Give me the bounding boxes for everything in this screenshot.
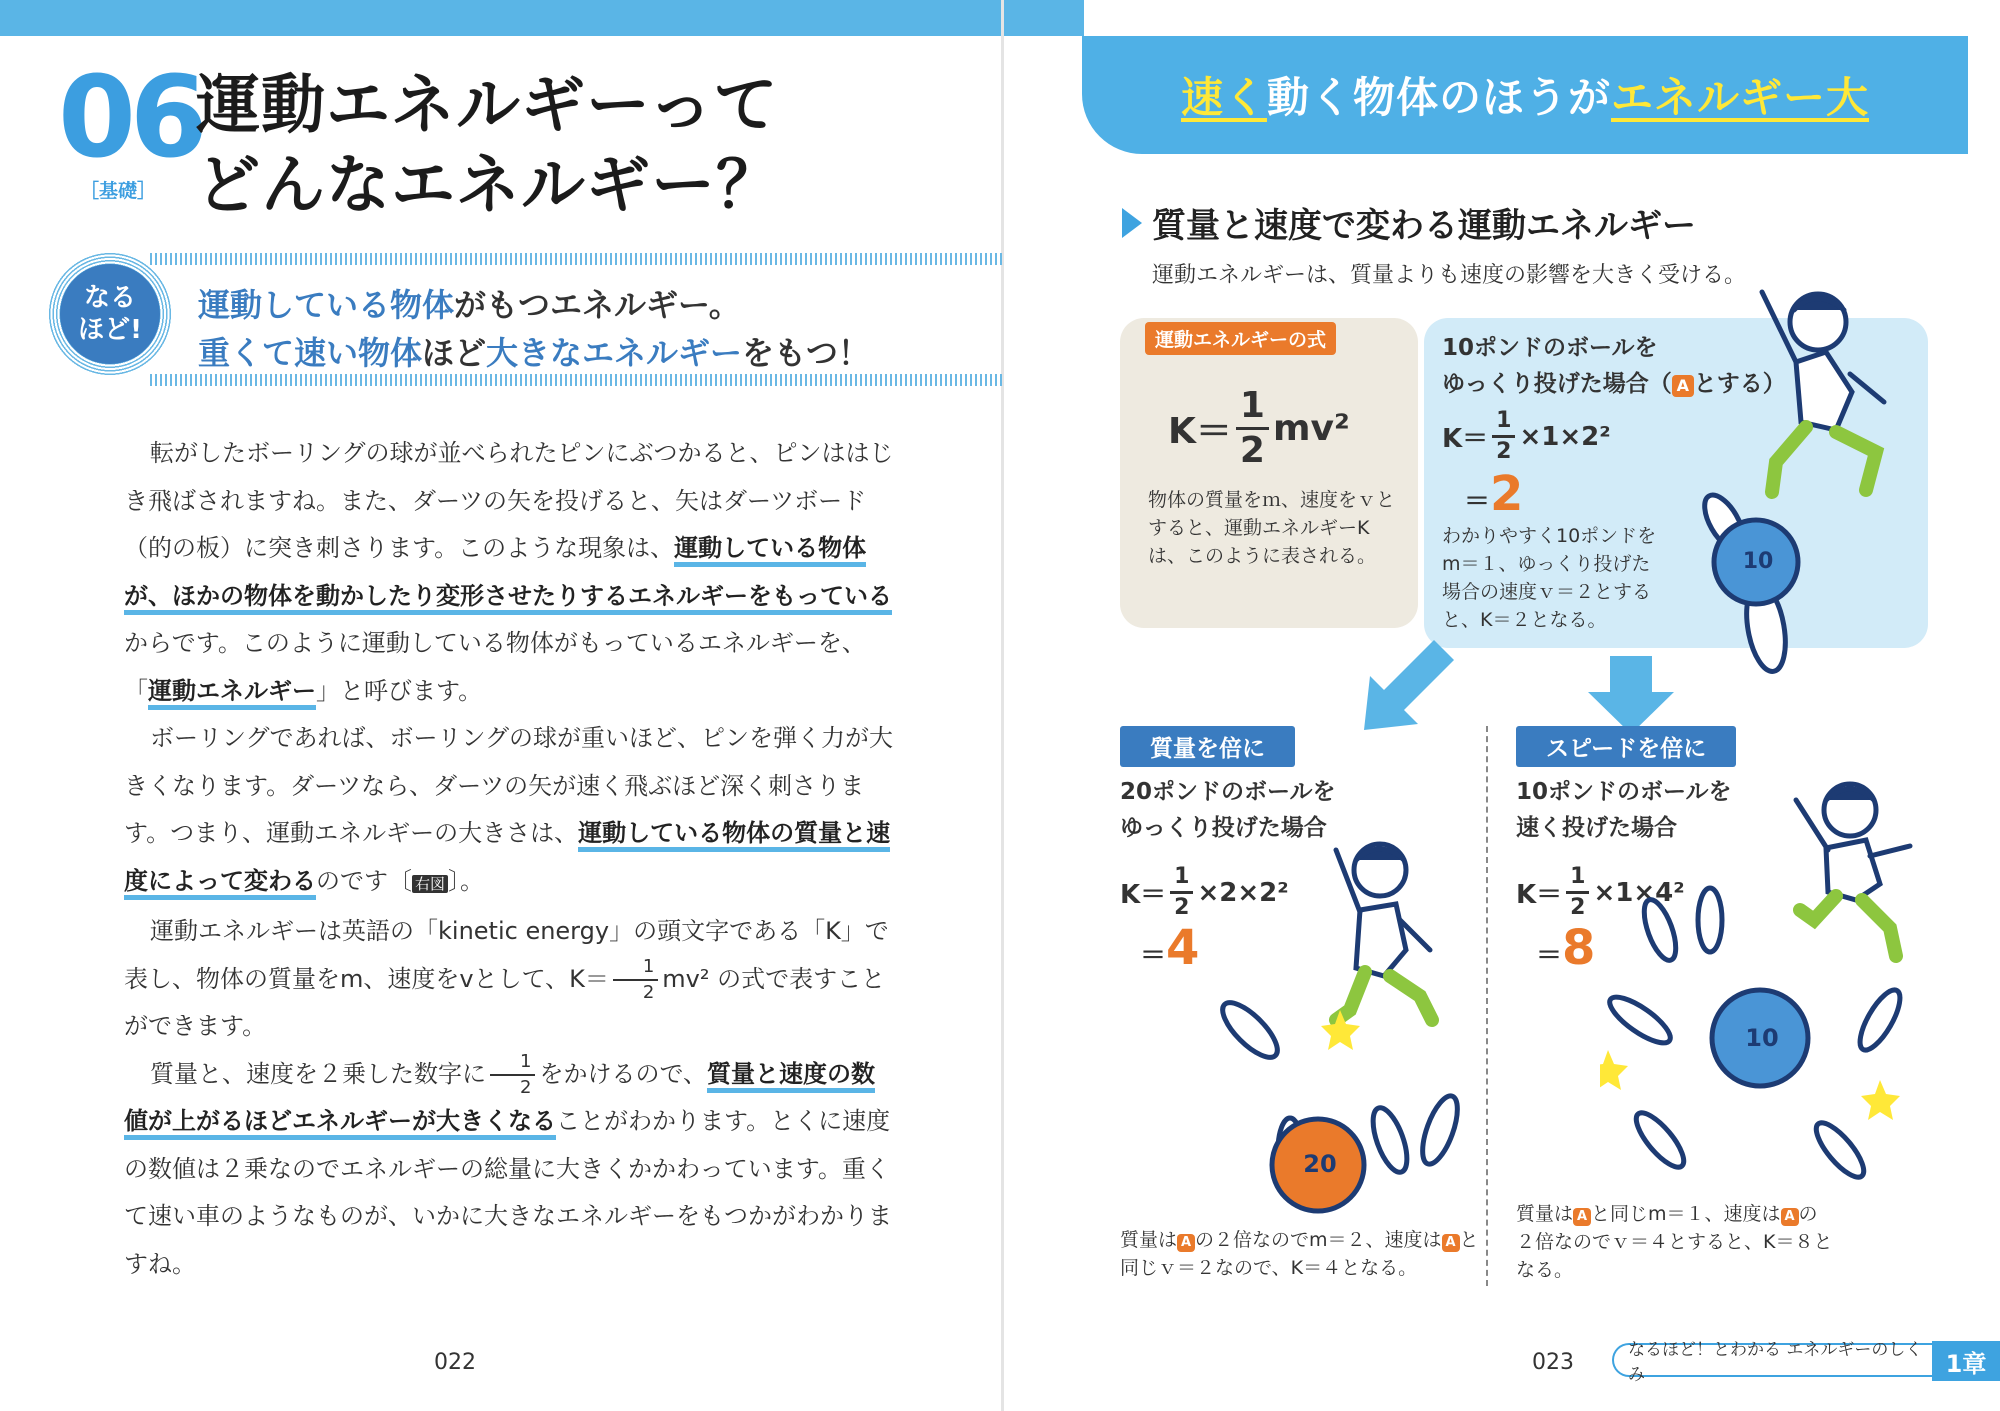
case-c-desc-3: の２倍なのでｖ＝４とすると、K＝８となる。 <box>1516 1203 1833 1281</box>
case-c-head-1: 10ポンドのボールを <box>1516 779 1732 805</box>
case-a-den: 2 <box>1496 439 1512 464</box>
section-title: 質量と速度で変わる運動エネルギー <box>1152 206 1696 246</box>
p2-a: ボーリングであれば、ボーリングの球が重いほど、ピンを弾く力が大きくなります。ダーツなら、ダーツの矢が速く飛ぶほど深く刺さります。つまり、運動エネルギーの大きさは、 <box>124 724 894 847</box>
p4-a: 質量と、速度を２乗した数字に <box>150 1059 486 1088</box>
case-c-desc-2: と同じm＝１、速度は <box>1591 1203 1781 1225</box>
p2-b: のです〔 <box>316 866 412 895</box>
left-top-bar <box>0 0 1001 36</box>
chapter-number: 06 <box>58 53 202 183</box>
banner-highlight-1: 速く <box>1180 73 1267 122</box>
tag-a-c2: A <box>1781 1208 1799 1226</box>
case-a-head-1: 10ポンドのボールを <box>1442 335 1658 361</box>
case-b-result <box>1140 920 1199 976</box>
naruhodo-badge <box>60 264 160 364</box>
case-a-head-3: とする） <box>1693 371 1786 397</box>
ball-a-label: 10 <box>1742 549 1774 574</box>
case-c-label: スピードを倍に <box>1516 726 1736 767</box>
frac-num-2: 1 <box>490 1053 535 1076</box>
figure-ref: 右図 <box>412 875 448 893</box>
chapter-tab: 1章 <box>1932 1341 2000 1381</box>
frac-den: 2 <box>642 981 655 1003</box>
case-a-description: わかりやすく10ポンドをm＝１、ゆっくり投げた場合の速度ｖ＝２とすると、K＝２となる。 <box>1442 525 1657 631</box>
case-c-illustration <box>1600 760 1940 1200</box>
arrow-down-icon <box>1588 656 1674 736</box>
formula-description: 物体の質量をｍ、速度をｖとすると、運動エネルギーKは、このように表される。 <box>1148 489 1396 567</box>
frac-num: 1 <box>613 958 658 981</box>
case-a-k: K＝ <box>1442 424 1489 454</box>
case-a-eq: ＝ <box>1464 487 1491 517</box>
lead2-regular-2: をもつ！ <box>742 334 871 372</box>
lead1-bold: 運動している物体 <box>198 286 455 324</box>
case-b-description <box>1120 1226 1480 1282</box>
lead1-regular: がもつエネルギー。 <box>454 286 741 324</box>
formula-box <box>1120 318 1418 628</box>
p3-a: 運動エネルギーは英語の「kinetic energy」の頭文字である「K」で表し、物体の質量をm、速度をvとして、K＝ <box>124 917 889 993</box>
case-b-den: 2 <box>1174 895 1190 920</box>
triangle-icon <box>1122 208 1142 238</box>
star-icon-c1 <box>1600 1050 1628 1090</box>
formula-fraction <box>1236 385 1269 471</box>
category-label: ［基礎］ <box>80 180 157 202</box>
case-c-frac <box>1566 866 1589 919</box>
case-a-head-2: ゆっくり投げた場合（ <box>1442 371 1672 397</box>
person-icon-c <box>1796 784 1910 956</box>
page-gutter <box>1001 0 1004 1411</box>
running-footer: なるほど！とわかる エネルギーのしくみ <box>1612 1343 1932 1377</box>
paragraph-2 <box>124 715 894 908</box>
section-subtitle: 運動エネルギーは、質量よりも速度の影響を大きく受ける。 <box>1152 263 1747 288</box>
tag-a-b2: A <box>1442 1234 1460 1252</box>
ball-b-label: 20 <box>1303 1150 1337 1178</box>
section-heading <box>1122 198 1696 247</box>
case-c-calc-text: ×1×4² <box>1593 877 1685 908</box>
banner-text: 動く物体のほうが <box>1266 73 1611 122</box>
inline-fraction-2 <box>490 1050 535 1098</box>
stripe-bottom <box>150 374 1002 386</box>
tag-a: A <box>1672 375 1694 397</box>
case-b-k: K＝ <box>1120 880 1167 910</box>
paragraph-1 <box>124 430 894 715</box>
arrow-down-left-icon <box>1354 640 1458 740</box>
person-icon-b <box>1336 844 1432 1020</box>
case-c-head-2: 速く投げた場合 <box>1516 815 1677 841</box>
paragraph-4 <box>124 1051 894 1289</box>
case-b-num: 1 <box>1170 866 1193 894</box>
p1-a: 転がしたボーリングの球が並べられたピンにぶつかると、ピンははじき飛ばされますね。また、ダーツの矢を投げると、矢はダーツボード（的の板）に突き刺さります。このような現象は、 <box>124 439 894 562</box>
stripe-top <box>150 253 1002 265</box>
frac-den-2: 2 <box>520 1076 532 1098</box>
case-a-value: 2 <box>1490 466 1524 522</box>
tag-a-b1: A <box>1177 1234 1195 1252</box>
case-c-eq: ＝ <box>1536 941 1563 971</box>
case-a-result <box>1464 466 1523 522</box>
case-b-desc-2: の２倍なのでm＝２、速度は <box>1195 1229 1442 1251</box>
case-b-calc-text: ×2×2² <box>1197 877 1289 908</box>
right-top-bar <box>1004 0 1084 36</box>
lead2-bold-2: 大きなエネルギー <box>486 334 743 372</box>
case-b-head-2: ゆっくり投げた場合 <box>1120 815 1327 841</box>
case-b-value: 4 <box>1166 920 1200 976</box>
person-icon <box>1762 292 1884 492</box>
formula-num: 1 <box>1236 388 1269 430</box>
lead2-bold-1: 重くて速い物体 <box>198 334 423 372</box>
star-icon <box>1321 1010 1360 1050</box>
p4-highlight: 質量と速度の数値が上がるほどエネルギーが大きくなる <box>124 1060 875 1141</box>
ball-c-label: 10 <box>1745 1024 1779 1052</box>
formula-k: K＝ <box>1168 411 1232 452</box>
inline-fraction <box>613 955 658 1003</box>
p1-highlight-2: 運動エネルギー <box>148 677 316 710</box>
p1-c: 」と呼びます。 <box>316 676 483 705</box>
p4-b: をかけるので、 <box>539 1059 707 1088</box>
headline-banner <box>1082 36 1968 154</box>
case-a-illustration <box>1676 262 1936 682</box>
page-number-left: 022 <box>434 1350 476 1375</box>
formula-tag: 運動エネルギーの式 <box>1145 322 1336 355</box>
p1-b: からです。このように運動している物体がもっているエネルギーを、「 <box>124 629 866 705</box>
formula-main <box>1168 385 1350 471</box>
p4-c: ことがわかります。とくに速度の数値は２乗なのでエネルギーの総量に大きくかかわっています。重くて速い車のようなものが、いかに大きなエネルギーをもつかがわかりますね。 <box>124 1107 892 1278</box>
case-c-result <box>1536 920 1595 976</box>
case-a-frac <box>1492 410 1515 463</box>
formula-den: 2 <box>1239 430 1265 471</box>
case-b-illustration <box>1200 820 1480 1240</box>
body-text <box>124 430 894 1288</box>
star-icon-c2 <box>1861 1080 1900 1120</box>
divider <box>1486 726 1488 1286</box>
case-c-description <box>1516 1200 1836 1284</box>
lead2-regular-1: ほど <box>422 334 487 372</box>
case-a-calc <box>1442 410 1611 463</box>
lead-line-1 <box>198 280 741 326</box>
case-c-num: 1 <box>1566 866 1589 894</box>
page-number-right: 023 <box>1532 1350 1574 1375</box>
banner-highlight-2: エネルギー大 <box>1611 73 1870 122</box>
title-line-1: 運動エネルギーって <box>196 69 779 143</box>
p2-highlight: 運動している物体の質量と速度によって変わる <box>124 819 890 900</box>
case-c-k: K＝ <box>1516 880 1563 910</box>
p2-c: 〕。 <box>448 866 485 895</box>
case-c-den: 2 <box>1570 895 1586 920</box>
paragraph-3 <box>124 908 894 1051</box>
case-b-label: 質量を倍に <box>1120 726 1295 767</box>
case-c-value: 8 <box>1562 920 1596 976</box>
case-a-calc-text: ×1×2² <box>1519 421 1611 452</box>
case-b-eq: ＝ <box>1140 941 1167 971</box>
tag-a-c1: A <box>1573 1208 1591 1226</box>
page-title <box>196 66 781 226</box>
formula-mv: mv² <box>1272 408 1350 449</box>
badge-line-2: ほど! <box>78 315 142 345</box>
badge-line-1: なる <box>83 283 136 313</box>
case-a-num: 1 <box>1492 410 1515 438</box>
case-b-desc-1: 質量は <box>1120 1229 1178 1251</box>
p3-b: mv² の式で表すことができます。 <box>124 964 886 1040</box>
case-b-head-1: 20ポンドのボールを <box>1120 779 1336 805</box>
p1-highlight: 運動している物体が、ほかの物体を動かしたり変形させたりするエネルギーをもっている <box>124 534 892 615</box>
case-b-frac <box>1170 866 1193 919</box>
lead-line-2 <box>198 328 870 374</box>
title-line-2: どんなエネルギー？ <box>196 149 781 223</box>
case-c-desc-1: 質量は <box>1516 1203 1574 1225</box>
case-b-desc-3: と同じｖ＝２なので、K＝４となる。 <box>1120 1229 1479 1279</box>
